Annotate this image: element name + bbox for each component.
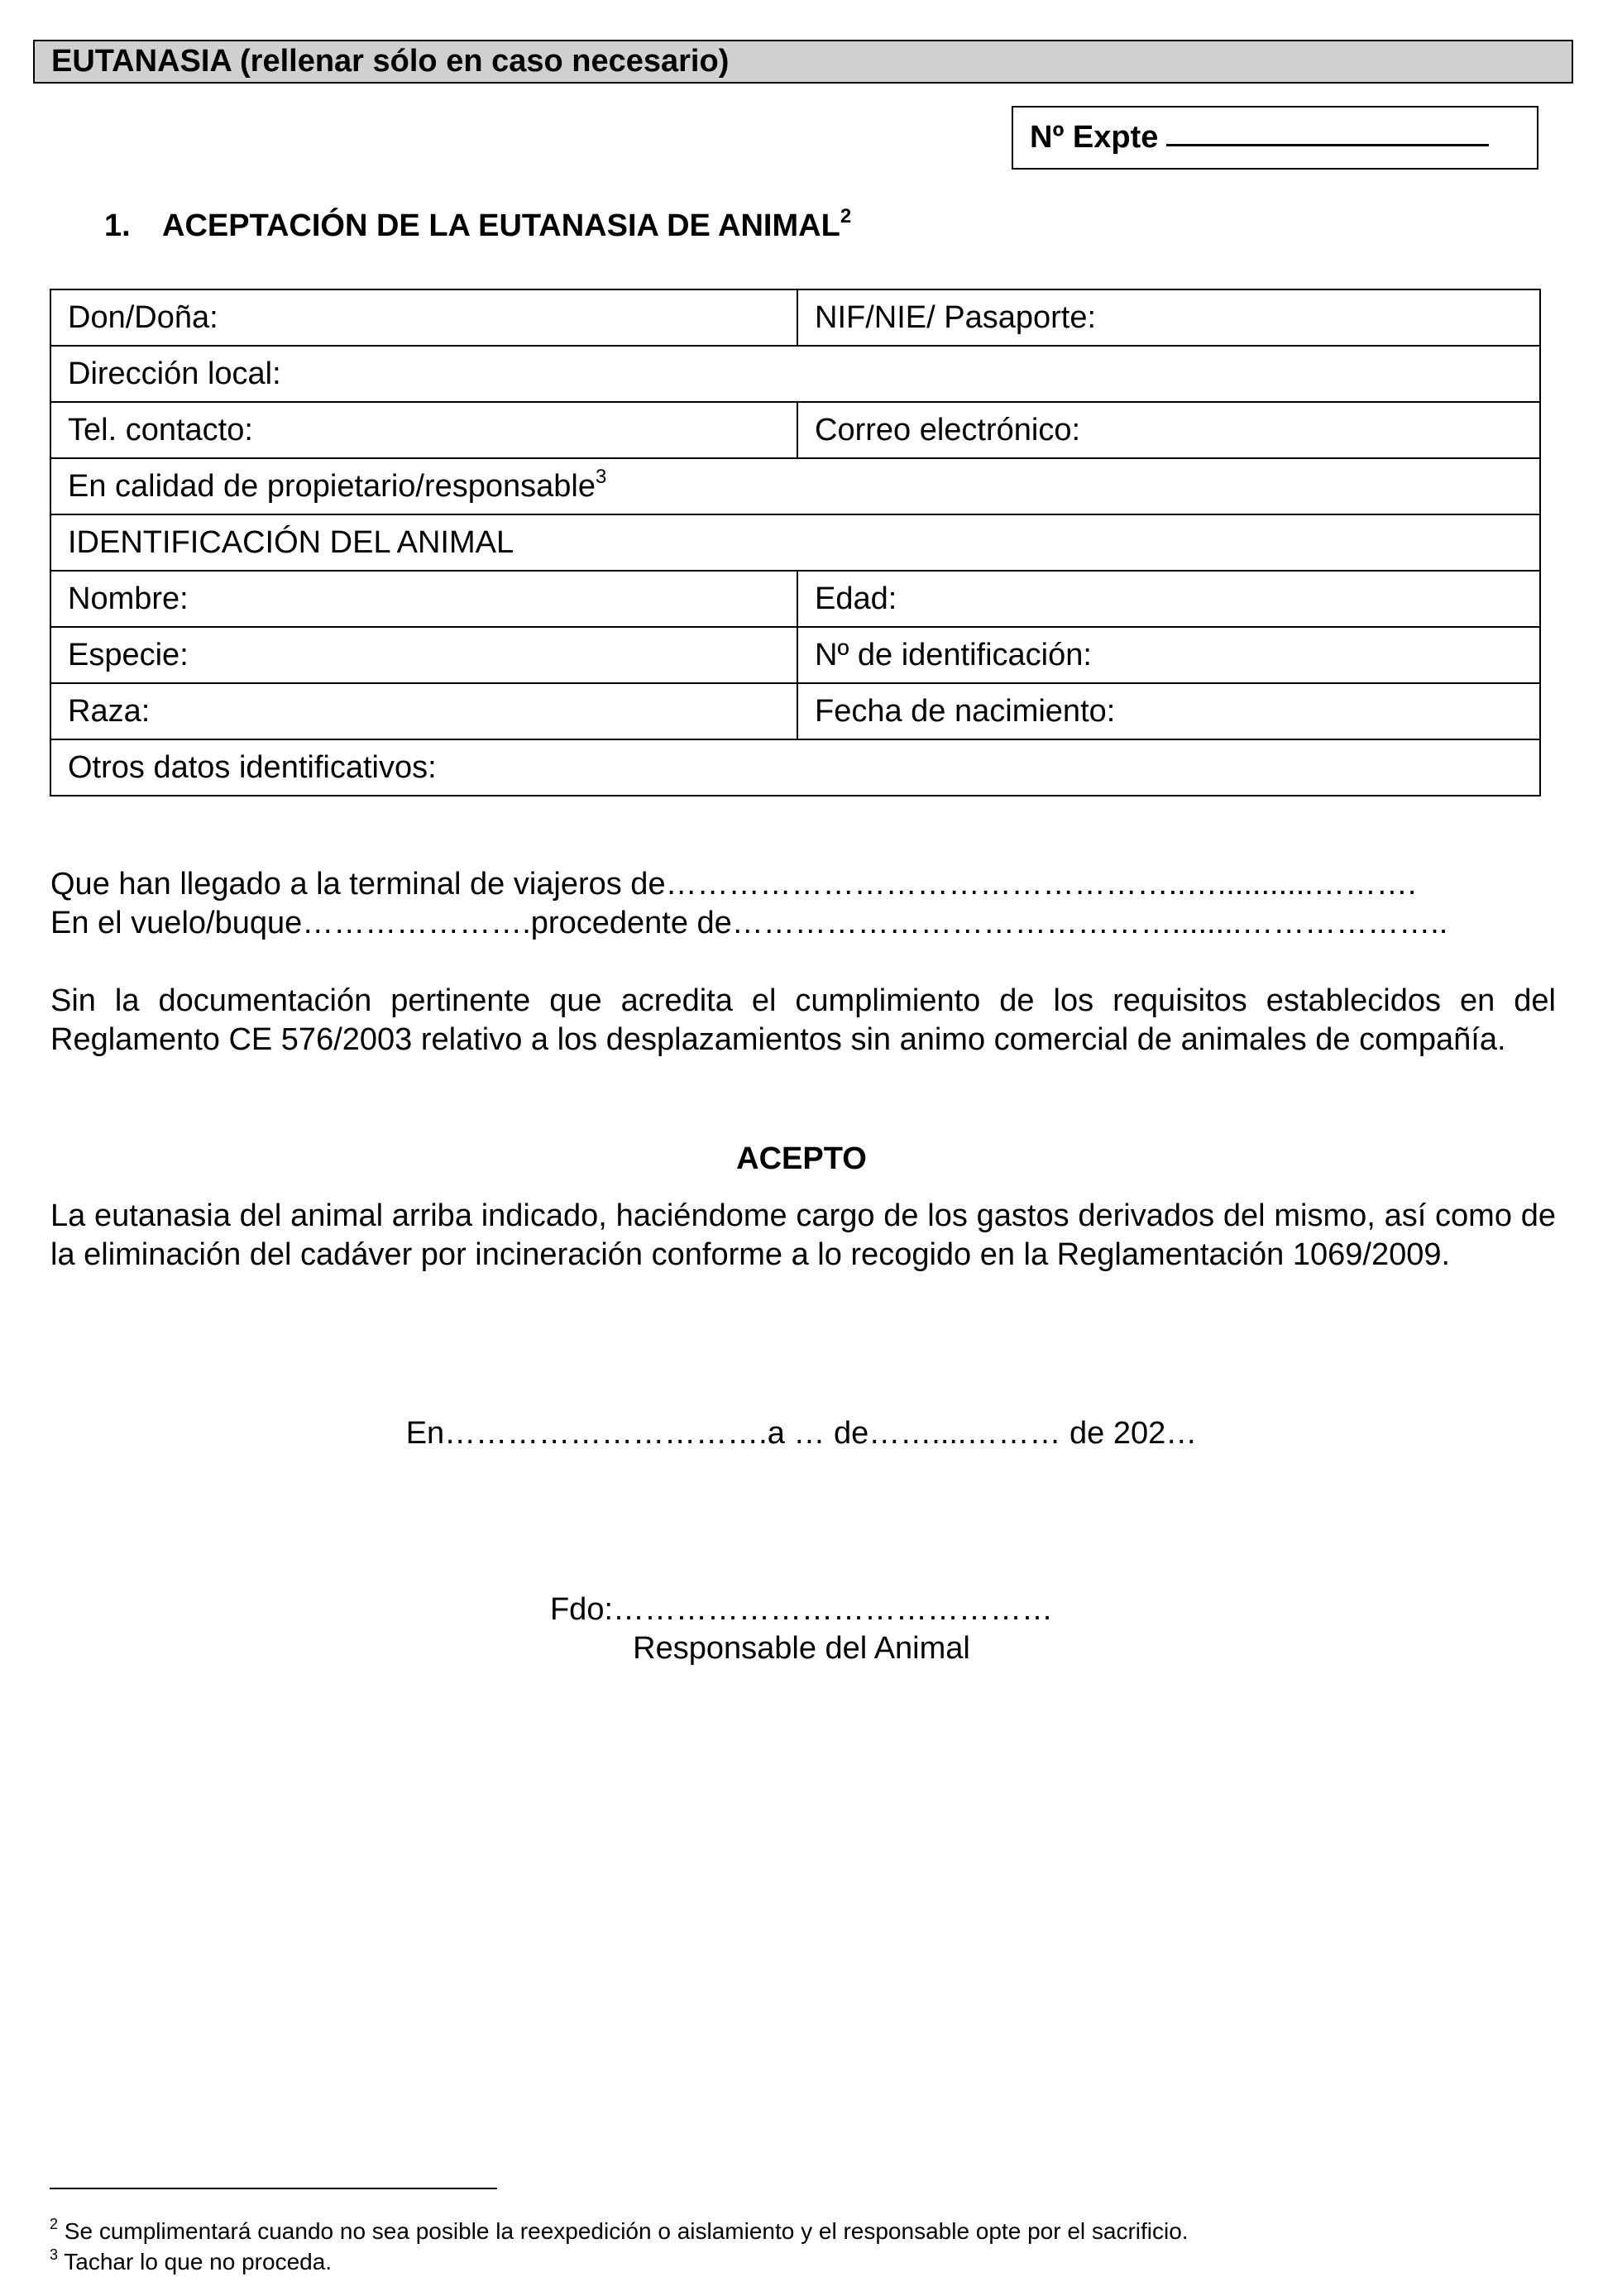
field-correo[interactable]: Correo electrónico: [797, 402, 1540, 458]
field-nombre[interactable]: Nombre: [50, 571, 797, 627]
field-direccion[interactable]: Dirección local: [50, 346, 1540, 402]
owner-animal-form [50, 289, 1541, 796]
section-header [33, 40, 1573, 84]
form-row [50, 402, 1540, 458]
expediente-input-line[interactable] [1166, 108, 1489, 146]
arrival-terminal-line[interactable]: Que han llegado a la terminal de viajeros de…………………………………………..…...........………. [50, 867, 1417, 902]
arrival-flight-line[interactable]: En el vuelo/buque………………….procedente de……………………………………........……………….. [50, 906, 1448, 940]
section-number: 1. [104, 208, 131, 243]
footnote-divider [50, 2188, 497, 2189]
field-don-dona[interactable]: Don/Doña: [50, 289, 797, 346]
animal-identification-heading: IDENTIFICACIÓN DEL ANIMAL [50, 514, 1540, 571]
field-calidad[interactable] [50, 458, 1540, 514]
field-telefono[interactable]: Tel. contacto: [50, 402, 797, 458]
form-row [50, 346, 1540, 402]
signature-line[interactable]: Fdo:…………………………………… [549, 1592, 1054, 1627]
expediente-box [1012, 106, 1538, 170]
footnote-3 [50, 2246, 333, 2275]
acepto-heading [0, 1141, 1603, 1177]
field-nif[interactable]: NIF/NIE/ Pasaporte: [797, 289, 1540, 346]
field-num-identificacion[interactable]: Nº de identificación: [797, 627, 1540, 683]
form-row [50, 739, 1540, 796]
footnote-3-marker: 3 [50, 2246, 59, 2263]
acepto-heading-text: ACEPTO [736, 1141, 867, 1176]
footnote-2-marker: 2 [50, 2216, 59, 2232]
field-raza[interactable]: Raza: [50, 683, 797, 739]
expediente-label: Nº Expte [1030, 120, 1159, 155]
section-title [104, 205, 852, 244]
documentation-statement: Sin la documentación pertinente que acredita el cumplimiento de los requisitos establecidos en del Reglamento CE 576/2003 relativo a los desplazamientos sin animo comercial de animales de compañía. [50, 983, 1556, 1057]
arrival-lines [50, 865, 1556, 943]
footnote-ref-2: 2 [840, 205, 852, 227]
footnote-2 [50, 2218, 1189, 2245]
form-row [50, 458, 1540, 514]
footnote-2-text: Se cumplimentará cuando no sea posible la reexpedición o aislamiento y el responsable opte por el sacrificio. [58, 2218, 1189, 2244]
header-title: EUTANASIA (rellenar sólo en caso necesario) [51, 44, 730, 79]
footnote-ref-3: 3 [595, 465, 607, 488]
field-otros-datos[interactable]: Otros datos identificativos: [50, 739, 1540, 796]
field-especie[interactable]: Especie: [50, 627, 797, 683]
field-fecha-nacimiento[interactable]: Fecha de nacimiento: [797, 683, 1540, 739]
form-row [50, 683, 1540, 739]
form-row [50, 627, 1540, 683]
calidad-label: En calidad de propietario/responsable [68, 468, 596, 504]
form-row [50, 289, 1540, 346]
form-row [50, 571, 1540, 627]
place-date-line[interactable]: En………………………….a … de……....……… de 202… [405, 1416, 1198, 1451]
section-title-text: ACEPTACIÓN DE LA EUTANASIA DE ANIMAL [162, 208, 840, 243]
signature-role: Responsable del Animal [633, 1631, 970, 1666]
footnote-3-text: Tachar lo que no proceda. [58, 2249, 333, 2274]
acceptance-text: La eutanasia del animal arriba indicado, haciéndome cargo de los gastos derivados del mismo, así como de la eliminación del cadáver por incineración conforme a lo recogido en la Reglamentación 1069/2009. [50, 1198, 1556, 1272]
field-edad[interactable]: Edad: [797, 571, 1540, 627]
form-row [50, 514, 1540, 571]
